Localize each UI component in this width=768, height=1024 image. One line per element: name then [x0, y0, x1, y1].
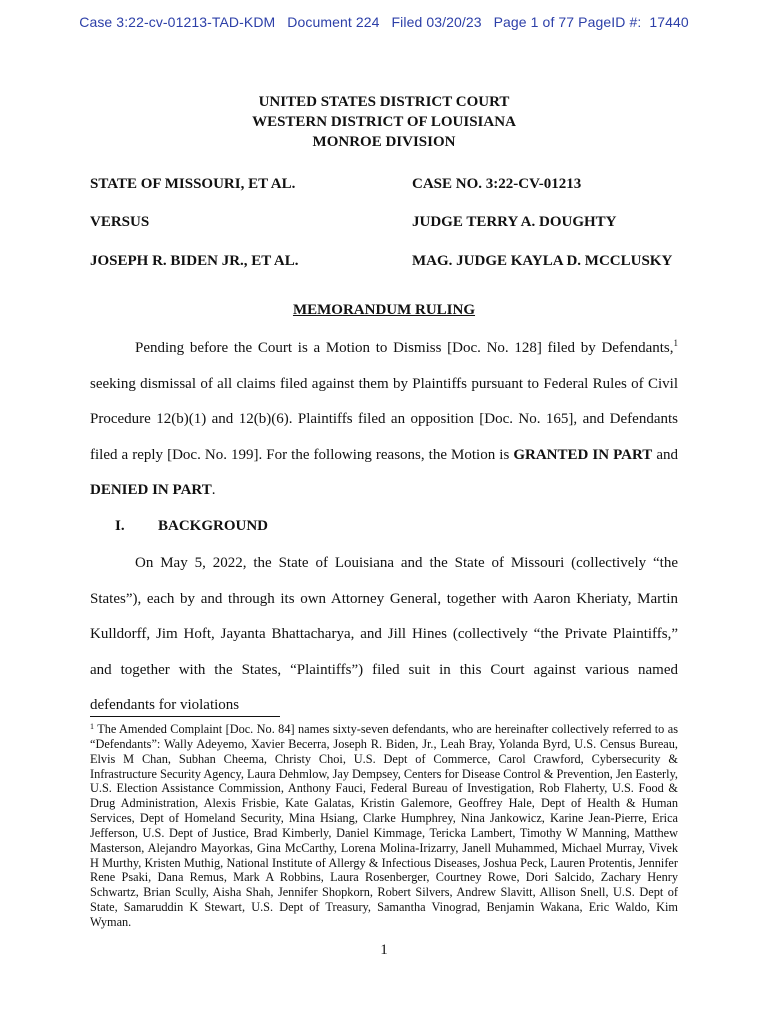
footnote-1	[90, 722, 678, 930]
court-district: WESTERN DISTRICT OF LOUISIANA	[252, 114, 516, 130]
judge-name: JUDGE TERRY A. DOUGHTY	[412, 214, 617, 230]
court-name: UNITED STATES DISTRICT COURT	[258, 94, 510, 110]
page-number: 1	[380, 942, 388, 958]
background-paragraph	[90, 546, 678, 724]
footnote-reference[interactable]: 1	[673, 338, 678, 348]
footnote-marker: 1	[90, 722, 94, 731]
defendant-name: JOSEPH R. BIDEN JR., ET AL.	[90, 253, 299, 269]
versus-label: VERSUS	[90, 214, 150, 230]
plaintiff-name: STATE OF MISSOURI, ET AL.	[90, 176, 296, 192]
document-title: MEMORANDUM RULING	[292, 302, 476, 318]
intro-text-middle: seeking dismissal of all claims filed against them by Plaintiffs pursuant to Federal Rules of Civil Procedure 12(b)(1) and 12(b)(6). Plaintiffs filed an opposition [Doc. No. 165], and Defendants filed a reply [Doc. No. 199]. For the following reasons, the Motion is	[90, 375, 678, 463]
court-heading	[0, 92, 768, 152]
case-header-stamp: Case 3:22-cv-01213-TAD-KDM Document 224 Filed 03/20/23 Page 1 of 77 PageID #: 17440	[79, 14, 689, 30]
granted-in-part: GRANTED IN PART	[513, 446, 653, 463]
footnote-text: The Amended Complaint [Doc. No. 84] names sixty-seven defendants, who are hereinafter collectively referred to as “Defendants”: Wally Adeyemo, Xavier Becerra, Joseph R. Biden, Jr., Leah Bray, Yolanda Byrd, U.S. Census Bureau, Elvis M Chan, Subhan Cheema, Christy Choi, U.S. Dept of Commerce, Carol Crawford, Cybersecurity & Infrastructure Security Agency, Laura Dehmlow, Jay Dempsey, Centers for Disease Control & Prevention, Jen Easterly, U.S. Election Assistance Commission, Anthony Fauci, Federal Bureau of Investigation, Rob Flaherty, U.S. Food & Drug Administration, Alexis Frisbie, Kate Galatas, Kristin Galemore, Geoffrey Hale, Dept of Health & Human Services, Dept of Homeland Security, Mina Hsiang, Clarke Humphrey, Nina Jankowicz, Karine Jean-Pierre, Erica Jefferson, U.S. Dept of Justice, Brad Kimberly, Daniel Kimmage, Tericka Lambert, Timothy W Manning, Matthew Masterson, Alejandro Mayorkas, Gina McCarthy, Lorena Molina-Irizarry, Janell Muhammed, Michael Murray, Vivek H Murthy, Kristen Muthig, National Institute of Allergy & Infectious Diseases, Joshua Peck, Lauren Protentis, Jennifer Rene Psaki, Dana Remus, Mark A Robbins, Laura Rosenberger, Courtney Rowe, Dori Salcido, Zachary Henry Schwartz, Brian Scully, Aisha Shah, Jennifer Shopkorn, Robert Silvers, Andrew Slavitt, Allison Snell, U.S. Dept of State, Samaruddin K Stewart, U.S. Dept of Treasury, Samantha Vinograd, Benjamin Wakana, Eric Waldo, Kim Wyman.	[90, 722, 678, 929]
intro-text-start: Pending before the Court is a Motion to Dismiss [Doc. No. 128] filed by Defendants,	[135, 340, 674, 356]
case-number: CASE NO. 3:22-CV-01213	[412, 176, 582, 192]
footnote-divider	[90, 716, 280, 717]
denied-in-part: DENIED IN PART	[90, 482, 212, 499]
intro-text-end: .	[211, 482, 216, 499]
section-number: I.	[115, 518, 125, 534]
section-heading-background	[115, 518, 268, 535]
intro-text-and: and	[652, 446, 678, 463]
section-title: BACKGROUND	[158, 518, 269, 534]
background-text: On May 5, 2022, the State of Louisiana and the State of Missouri (collectively “the States”), each by and through its own Attorney General, together with Aaron Kheriaty, Martin Kulldorff, Jim Hoft, Jayanta Bhattacharya, and Jill Hines (collectively “the Private Plaintiffs,” and together with the States, “Plaintiffs”) filed suit in this Court against various named defendants for violations	[90, 555, 678, 714]
court-division: MONROE DIVISION	[312, 134, 456, 150]
magistrate-judge-name: MAG. JUDGE KAYLA D. MCCLUSKY	[412, 253, 673, 269]
intro-paragraph	[90, 331, 678, 509]
